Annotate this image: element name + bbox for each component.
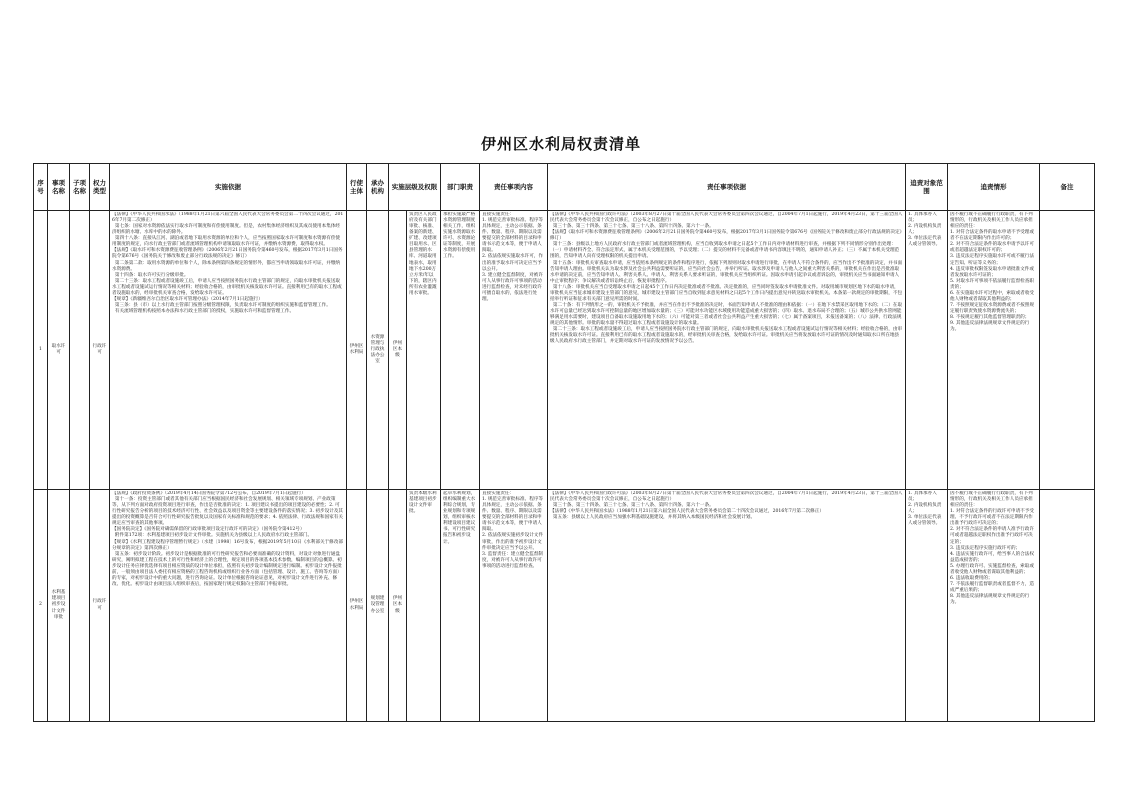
header-sub: 子项名称	[70, 164, 90, 211]
header-level: 实施层级及权限	[389, 164, 441, 211]
cell-type: 行政许可	[90, 490, 110, 722]
cell-subject: 伊州区水利局	[347, 211, 367, 490]
cell-liability: 因不履行或不正确履行行政职责，有下列情形的，行政机关及相关工作人员应承担相应的责任： 1. 对符合法定条件的取水申请不予受理或者不在法定期限内作出许可的； 2. 对不符合法定条件的取水申请予以许可或者超越法定职权许可的； 3. 违反法定程序实施取水许可或不履行法定告知、听证等义务的； 4. 违反审批权限签发取水申请批准文件或者发放取水许可证的； 5. 对取水许可事项不依法履行监督检查职责的； 6. 在实施取水许可过程中，索取或者收受他人财物或者谋取其他利益的； 7. 不按照规定征收水资源费或者不按照规定履行职责致使水资源费流失的； 8. 不按规定履行其他监督管理职责的； 9. 其他违反法律法规规章文件规定的行为。	[950, 212, 1034, 333]
cell-target: 1. 具体承办人员； 2. 内设机构负责人； 3. 单位法定代表人或分管领导。	[908, 212, 942, 248]
cell-agency: 规划建设管理办公室	[367, 490, 389, 722]
cell-remark	[1040, 211, 1095, 490]
cell-content: 直接实施责任： 1. 规范完善审批标准、程序等具体规定，主动公示依据、条件、数量、程序、期限以及需要提交的全部材料的目录和申请书示范文本等，便于申请人阅取。 2. 依法依规实施取水许可，作出的准予取水许可决定应当予以公开。 3. 建立健全监督制度，对被许可人从事行政许可事项的活动进行监督检查，对未经行政许可擅自取水的，依法进行处理。	[482, 212, 543, 302]
cell-sub	[70, 490, 90, 722]
cell-level-detail: 负责区人民政府及有关部门审批、核准、备案的新建、扩建、改建项目取用水、区县管理的水库、河道取用地表水，取用地下水200万立方米/年以下的，辖区内所有农业灌溉用水审批。	[409, 212, 437, 296]
header-agency: 承办机构	[367, 164, 389, 211]
cell-level: 伊州区本级	[389, 211, 407, 490]
cell-liability: 因不履行或不正确履行行政职责，有下列情形的，行政机关及相关工作人员应承担相应的责任： 1. 对符合法定条件的行政许可申请不予受理、不予行政许可或者不在法定期限内作出准予行政许可决定的； 2. 对不符合法定条件的申请人准予行政许可或者超越法定职权作出准予行政许可决定的； 3. 违反法定程序实施行政许可的； 4. 违法实施行政许可，给当事人的合法权益造成损害的； 5. 办理行政许可、实施监督检查，索取或者收受他人财物或者谋取其他利益的； 6. 违法收取费用的； 7. 不依法履行监督职责或者监督不力，造成严重后果的； 8. 其他违反法律法规规章文件规定的行为。	[950, 491, 1034, 606]
header-type: 权力类型	[90, 164, 110, 211]
cell-duty: 起草水利规划，组织编制重大水利综合规划，专业规划和专项规划，组织审核水利建设项目建议书、可行性研究报告和初步设计。	[443, 491, 476, 545]
cell-duty: 承担实施最严格水资源管理制度相关工作，组织实施水资源取水许可、水资源论证等制度，开展水资源有偿使用工作。	[443, 212, 476, 260]
cell-level: 伊州区本级	[389, 490, 407, 722]
cell-level-detail: 负责本级水利基建项目初步设计文件审批。	[409, 491, 437, 515]
cell-basis: 【法规】《政府投资条例》（2019年4月14日国务院令第712号公布，自2019年7月1日起施行） 第十一条：投资主管部门或者其他有关部门应当根据国民经济和社会发展规划、相关领域专项规划、产业政策等，从下列方面对政府投资项目进行审查，作出是否批准的决定：1. 项目建议书提出的项目建设的必要性；2. 可行性研究报告分析的项目的技术经济可行性、社会效益以及项目资金等主要建设条件的落实情况；3. 初步设计及其提出的投资概算是否符合可行性研究报告批复以及国家有关标准和规范的要求；4. 依照法律、行政法规和国家有关规定应当审查的其他事项。 【国务院决定】《国务院对确需保留的行政审批项目设定行政许可的决定》（国务院令第412号） 附件第172项：水利基建项目初步设计文件审批。实施机关为县级以上人民政府水行政主管部门。 【规章】《水利工程建设程序管理暂行规定》（水建〔1998〕16号发布，根据2019年5月10日《水利部关于修改部分规章的决定》第四次修正） 第五条：初步设计阶段。初步设计是根据批准的可行性研究报告和必要而准确的设计资料，对设计对象进行通盘研究，阐明拟建工程在技术上的可行性和经济上的合理性，规定项目的各项基本技术参数，编制项目的总概算。初步设计任务应择优选择有项目相应资质的设计单位承担，依照有关初步设计编制规定进行编制。初步设计文件报批前，一般须由项目法人委托有相应资格的工程咨询机构或组织行业各方面（包括管理、设计、施工、咨询等方面）的专家，对初步设计中的重大问题，进行咨询论证。设计单位根据咨询论证意见，对初步设计文件进行补充、修改、优化。初步设计由项目法人组织审查后，按国家现行规定权限向主管部门申报审批。	[112, 491, 343, 587]
header-subject: 行使主体	[347, 164, 367, 211]
header-duty: 部门职责	[441, 164, 480, 211]
table-row	[34, 490, 1095, 722]
header-name: 事项名称	[48, 164, 70, 211]
header-liability: 追责情形	[948, 164, 1040, 211]
header-content-basis: 责任事项依据	[548, 164, 906, 211]
power-list-table	[33, 163, 1095, 722]
page-title: 伊州区水利局权责清单	[480, 135, 641, 153]
header-content: 责任事项内容	[480, 164, 548, 211]
cell-content: 直接实施责任： 1. 规范完善审批标准、程序等具体规定，主动公示依据、条件、数量、程序、期限以及需要提交的全部材料的目录和申请书示范文本等，便于申请人阅取。 2. 依法依规实施初步设计文件审批，作出的准予初步设计文件审批决定应当予以公开。 3. 监督责任：建立健全监督制度，对被许可人从事行政许可事项的活动进行监督检查。	[482, 491, 543, 569]
table-row	[34, 211, 1095, 490]
cell-content-basis: 【法律】《中华人民共和国行政许可法》（2003年8月27日第十届全国人民代表大会常务委员会第四次会议通过，自2004年7月1日起施行，2019年4月23日，第十三届全国人民代表大会常务委员会第十次会议修正，自公布之日起施行） 第三十条、第三十四条、第三十七条、第三十八条、第四十四条、第六十一条。 【法规】《取水许可和水资源费征收管理条例》（2006年2月21日国务院令第460号发布，根据2017年3月1日国务院令第676号《国务院关于修改和废止部分行政法规的决定》修订） 第十三条：县级以上地方人民政府水行政主管部门或者流域管理机构，应当自收到取水申请之日起5个工作日内对申请材料进行审查，并根据下列不同情形分别作出处理：（一）申请材料齐全、符合法定形式，属于本机关受理范围的，予以受理；（二）提交的材料不完备或者申请书内容填注不明的，通知申请人补正；（三）不属于本机关受理范围的，告知申请人向有受理权限的机关提出申请。 第十五条：审批机关审查取水申请，应当依照本条例规定的条件和程序进行，依据下列原则对取水申请进行审批，在申请人不符合条件的，应当作出不予批准的决定，并书面告知申请人理由。审批机关认为取水涉及社会公共利益需要听证的，应当向社会公告，并举行听证。取水涉及申请人与他人之间重大利害关系的，审批机关在作出是否批准取水申请的决定前，应当告知申请人、利害关系人。申请人、利害关系人要求听证的，审批机关应当组织听证。因取水申请引起争议或者诉讼的，审批机关应当书面通知申请人中止审批程序；争议解决或者诉讼终止后，恢复审批程序。 第十八条：审批机关应当自受理取水申请之日起45个工作日内决定批准或者不批准。决定批准的，应当同时签发取水申请批准文件。对取用城市规划区地下水的取水申请，审批机关应当征求城市建设主管部门的意见，城市建设主管部门应当自收到征求意见材料之日起5个工作日内提出意见并转送取水审批机关。本条第一款规定的审批期限，不包括举行听证和征求有关部门意见所需的时间。 第二十条：有下列情形之一的，审批机关不予批准，并应当在作出不予批准的决定时，书面告知申请人不批准的理由和依据：（一）在地下水禁采区取用地下水的；（二）在取水许可总量已经达到取水许可控制总量的地区增加取水量的；（三）可能对水功能区水域使用功能造成重大损害的；（四）取水、退水布局不合理的；（五）城市公共供水管网能够满足用水需要时，建设项目自备取水设施取用地下水的；（六）可能对第三者或者社会公共利益产生重大损害的；（七）属于备案项目，未报送备案的；（八）法律、行政法规规定的其他情形。审批的取水量不得超过取水工程或者设施设计的取水量。 第二十三条：取水工程或者设施竣工后，申请人应当按照国务院水行政主管部门的规定，向取水审批机关报送取水工程或者设施试运行情况等相关材料；经验收合格的，由审批机关核发取水许可证。直接利用已有的取水工程或者设施取水的，经审批机关审查合格，发给取水许可证。审批机关应当将发放取水许可证的情况及时通知取水口所在地县级人民政府水行政主管部门，并定期对取水许可证的发放情况予以公告。	[550, 212, 903, 345]
cell-agency: 水资源管理与行政执法办公室	[367, 211, 389, 490]
cell-sub	[70, 211, 90, 490]
cell-type: 行政许可	[90, 211, 110, 490]
cell-target: 1. 具体承办人员； 2. 内设机构负责人； 3. 单位法定代表人或分管领导。	[908, 491, 942, 527]
table-header-row	[34, 164, 1095, 211]
cell-name: 水利基建项目初步设计文件审批	[48, 490, 70, 722]
header-remark: 备注	[1040, 164, 1095, 211]
header-no: 序号	[34, 164, 48, 211]
cell-no: 2	[34, 490, 48, 722]
cell-remark	[1040, 490, 1095, 722]
cell-content-basis: 【法律】《中华人民共和国行政许可法》（2003年8月27日第十届全国人民代表大会常务委员会第四次会议通过，自2004年7月1日起施行，2019年4月23日，第十三届全国人民代表大会常务委员会第十次会议修正，自公布之日起施行） 第三十条、第三十四条、第三十七条、第三十八条、第四十四条、第六十一条。 【法律】《中华人民共和国水法》（1988年1月21日第六届全国人民代表大会常务委员会第二十四次会议通过，2016年7月第二次修正） 第五条：县级以上人民政府应当加强水利基础设施建设，并将其纳入本级国民经济和社会发展计划。	[550, 491, 903, 521]
cell-no: 1	[34, 211, 48, 490]
cell-basis: 【法律】《中华人民共和国水法》（1988年1月21日第六届全国人民代表大会常务委员会第二十四次会议通过，2016年7月第二次修正） 第七条：国家对水资源依法实行取水许可制度和有偿使用制度。但是，农村集体经济组织及其成员使用本集体经济组织的水塘、水库中的水的除外。 第四十八条：直接从江河、湖泊或者地下取用水资源的单位和个人，应当按照国家取水许可制度和水资源有偿使用制度的规定，向水行政主管部门或者流域管理机构申请领取取水许可证，并缴纳水资源费，取得取水权。 【法规】《取水许可和水资源费征收管理条例》（2006年2月21日国务院令第460号发布，根据2017年3月1日国务院令第676号《国务院关于修改和废止部分行政法规的决定》修订） 第二条第二款：取用水资源的单位和个人，除本条例第四条规定的情形外，都应当申请领取取水许可证，并缴纳水资源费。 第十四条：取水许可实行分级审批。 第二十三条：取水工程或者设施竣工后，申请人应当按照国务院水行政主管部门的规定，向取水审批机关报送取水工程或者设施试运行情况等相关材料；经验收合格的，由审批机关核发取水许可证。直接利用已有的取水工程或者设施取水的，经审批机关审查合格，发给取水许可证。 【规章】《新疆维吾尔自治区取水许可管理办法》（2014年7月1日起施行） 第三条：县（市）以上水行政主管部门按照分级管理权限，负责取水许可制度的组织实施和监督管理工作。 有关流域管理机构按照本办法和水行政主管部门的授权，实施取水许可和监督管理工作。	[112, 212, 344, 314]
cell-name: 取水许可	[48, 211, 70, 490]
header-target: 追责对象范围	[906, 164, 948, 211]
cell-subject: 伊州区水利局	[347, 490, 367, 722]
header-basis: 实施依据	[110, 164, 347, 211]
